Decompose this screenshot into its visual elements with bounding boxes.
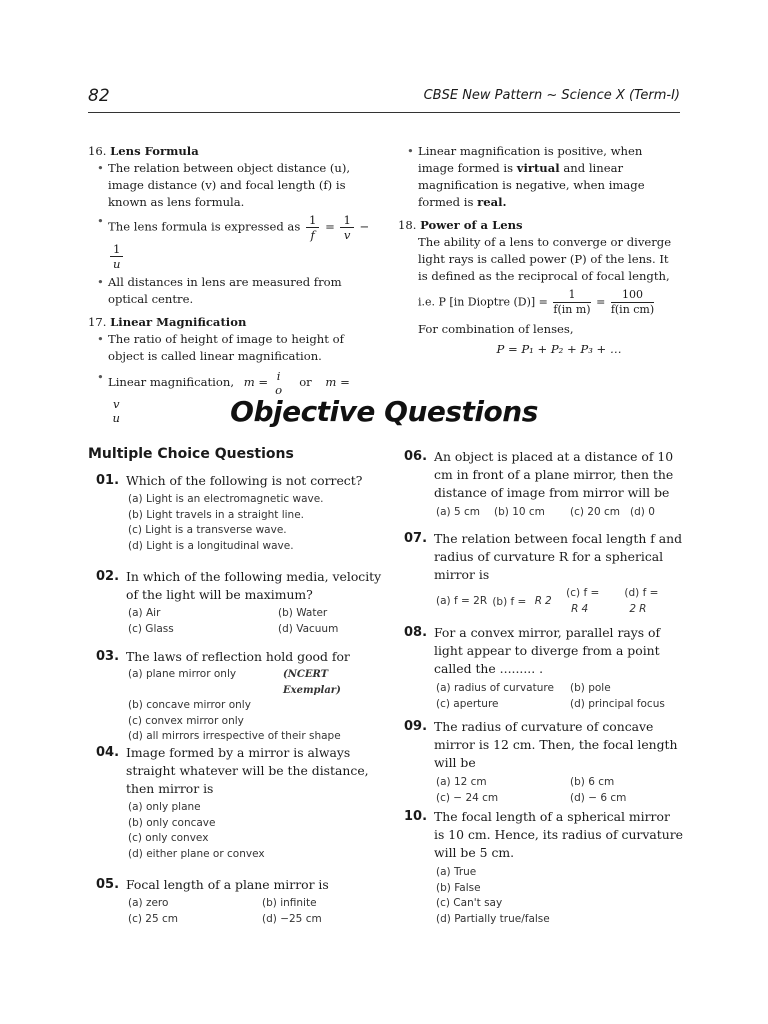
question-text: Focal length of a plane mirror is bbox=[126, 877, 329, 892]
option-b[interactable]: (b) 10 cm bbox=[494, 506, 545, 518]
minus-sign: − bbox=[359, 219, 370, 234]
question-03 bbox=[96, 648, 386, 745]
bullet-text: and linear magnification is negative, when image formed is bbox=[418, 161, 645, 209]
question-number: 07. bbox=[404, 531, 428, 546]
denominator: 2 bbox=[545, 594, 552, 607]
options-list bbox=[436, 586, 684, 618]
question-02 bbox=[96, 568, 386, 637]
equation-lhs: m = bbox=[325, 375, 350, 389]
option-a[interactable]: (a) only plane bbox=[128, 801, 201, 813]
question-number: 08. bbox=[404, 625, 428, 640]
numerator: 1 bbox=[340, 213, 353, 228]
option-label: (b) f = bbox=[492, 595, 527, 608]
option-b[interactable] bbox=[492, 594, 566, 610]
fraction bbox=[110, 242, 123, 271]
question-10 bbox=[404, 808, 684, 927]
options-list bbox=[128, 606, 386, 637]
question-text: An object is placed at a distance of 10 cm in front of a plane mirror, then the distance of image from mirror will be bbox=[434, 449, 674, 500]
option-c[interactable]: (c) Glass bbox=[128, 622, 174, 635]
option-d[interactable]: (d) Vacuum bbox=[278, 622, 339, 635]
option-b[interactable]: (b) Light travels in a straight line. bbox=[128, 508, 305, 521]
section-title: Lens Formula bbox=[110, 144, 199, 158]
lens-formula-bullet-3: • All distances in lens are measured from optical centre. bbox=[88, 274, 370, 308]
option-d[interactable]: (d) Partially true/false bbox=[436, 912, 550, 925]
fraction bbox=[274, 369, 284, 397]
fraction bbox=[553, 288, 590, 317]
option-d[interactable]: (d) 0 bbox=[630, 506, 655, 518]
equation-lhs: m = bbox=[243, 375, 269, 389]
question-01 bbox=[96, 472, 386, 554]
option-d[interactable] bbox=[624, 586, 684, 618]
section-17-heading bbox=[88, 314, 370, 331]
option-a[interactable]: (a) True bbox=[436, 866, 477, 878]
theory-left-column bbox=[88, 143, 370, 425]
section-number: 18. bbox=[398, 218, 417, 232]
fraction bbox=[611, 288, 654, 317]
emphasis-real: real. bbox=[477, 195, 507, 209]
question-04 bbox=[96, 744, 386, 862]
section-title: Power of a Lens bbox=[420, 218, 523, 232]
option-d[interactable]: (d) either plane or convex bbox=[128, 847, 265, 860]
question-text: Image formed by a mirror is always straight whatever will be the distance, then mirror is bbox=[126, 745, 369, 796]
option-b[interactable]: (b) Water bbox=[278, 607, 328, 619]
fraction bbox=[340, 213, 353, 242]
options-list bbox=[436, 865, 684, 927]
running-header-title: CBSE New Pattern ~ Science X (Term-I) bbox=[423, 88, 680, 103]
option-c[interactable]: (c) only convex bbox=[128, 832, 209, 844]
bullet-text: Linear magnification is positive, when image formed is bbox=[418, 144, 643, 175]
numerator: 2 bbox=[629, 602, 637, 615]
denominator: R bbox=[639, 602, 647, 615]
numerator: R bbox=[534, 594, 542, 607]
or-text: or bbox=[299, 375, 312, 389]
option-d[interactable]: (d) Light is a longitudinal wave. bbox=[128, 539, 294, 552]
fraction bbox=[626, 602, 646, 618]
option-c[interactable]: (c) 20 cm bbox=[570, 506, 621, 518]
option-a[interactable]: (a) 5 cm bbox=[436, 506, 480, 518]
option-a[interactable]: (a) Light is an electromagnetic wave. bbox=[128, 493, 324, 505]
question-text: The laws of reflection hold good for bbox=[126, 649, 350, 664]
option-d[interactable]: (d) −25 cm bbox=[262, 912, 322, 925]
section-18-heading bbox=[398, 217, 680, 234]
option-label: (d) f = bbox=[624, 587, 659, 599]
denominator: f(in cm) bbox=[610, 303, 655, 316]
mcq-heading: Multiple Choice Questions bbox=[88, 446, 294, 462]
header-rule bbox=[88, 112, 680, 113]
option-a[interactable]: (a) radius of curvature bbox=[436, 682, 554, 694]
section-number: 16. bbox=[88, 144, 107, 158]
denominator: 4 bbox=[581, 602, 589, 615]
lens-formula-bullet-2 bbox=[88, 213, 370, 271]
section-16-heading bbox=[88, 143, 370, 160]
section-number: 17. bbox=[88, 315, 107, 329]
option-a[interactable]: (a) f = 2R bbox=[436, 595, 488, 608]
bullet-text: Linear magnification, bbox=[108, 375, 235, 389]
combination-text: For combination of lenses, bbox=[418, 322, 574, 336]
numerator: R bbox=[571, 602, 579, 615]
options-list bbox=[128, 667, 386, 745]
option-a[interactable]: (a) Air bbox=[128, 607, 161, 619]
question-number: 09. bbox=[404, 719, 428, 734]
question-07 bbox=[404, 530, 684, 618]
numerator: 1 bbox=[306, 213, 319, 228]
section-title: Linear Magnification bbox=[110, 315, 247, 329]
option-c[interactable]: (c) aperture bbox=[436, 697, 499, 710]
option-c[interactable] bbox=[566, 586, 624, 618]
question-text: In which of the following media, velocity of the light will be maximum? bbox=[126, 569, 382, 602]
question-number: 02. bbox=[96, 569, 120, 584]
equals-sign: = bbox=[325, 219, 335, 234]
numerator: i bbox=[276, 369, 281, 383]
question-06 bbox=[404, 448, 684, 521]
option-c[interactable]: (c) Can't say bbox=[436, 897, 503, 909]
numerator: 1 bbox=[110, 242, 123, 257]
question-text: The relation between focal length f and radius of curvature R for a spherical mirror is bbox=[434, 531, 683, 582]
combination-equation: P = P₁ + P₂ + P₃ + … bbox=[496, 342, 622, 356]
emphasis-virtual: virtual bbox=[516, 161, 560, 175]
ncert-exemplar-tag: (NCERT Exemplar) bbox=[283, 669, 341, 696]
options-list bbox=[128, 800, 386, 862]
power-equation bbox=[398, 288, 680, 317]
option-a[interactable]: (a) 12 cm bbox=[436, 776, 487, 788]
question-number: 04. bbox=[96, 745, 120, 760]
question-text: The focal length of a spherical mirror is 10 cm. Hence, its radius of curvature will be 5 cm. bbox=[434, 809, 683, 860]
fraction bbox=[532, 594, 552, 610]
magnification-bullet-1: • The ratio of height of image to height of object is called linear magnification. bbox=[88, 331, 370, 365]
options-list bbox=[436, 681, 684, 712]
denominator: u bbox=[112, 411, 121, 425]
options-list bbox=[128, 896, 386, 927]
magnification-sign-bullet bbox=[398, 143, 680, 211]
denominator: f bbox=[310, 228, 315, 242]
option-c[interactable]: (c) 25 cm bbox=[128, 912, 179, 925]
question-09 bbox=[404, 718, 684, 806]
denominator: f(in m) bbox=[553, 303, 591, 316]
objective-questions-title: Objective Questions bbox=[230, 395, 538, 428]
option-c[interactable]: (c) − 24 cm bbox=[436, 791, 499, 804]
option-b[interactable]: (b) False bbox=[436, 881, 481, 894]
numerator: 100 bbox=[611, 288, 654, 303]
option-d[interactable]: (d) all mirrors irrespective of their shape bbox=[128, 730, 341, 742]
option-b[interactable]: (b) only concave bbox=[128, 816, 216, 829]
question-number: 10. bbox=[404, 809, 428, 824]
denominator: v bbox=[343, 228, 351, 242]
denominator: u bbox=[112, 257, 121, 271]
bullet-text: The lens formula is expressed as bbox=[108, 219, 301, 234]
fraction bbox=[568, 602, 588, 618]
option-d[interactable]: (d) principal focus bbox=[570, 697, 665, 710]
fraction bbox=[306, 213, 319, 242]
option-c[interactable]: (c) Light is a transverse wave. bbox=[128, 524, 287, 536]
option-b[interactable]: (b) infinite bbox=[262, 897, 317, 909]
theory-right-column bbox=[398, 143, 680, 358]
option-d[interactable]: (d) − 6 cm bbox=[570, 791, 627, 804]
numerator: 1 bbox=[553, 288, 590, 303]
denominator: o bbox=[275, 383, 283, 397]
option-b[interactable]: (b) pole bbox=[570, 682, 611, 694]
question-08 bbox=[404, 624, 684, 712]
question-05 bbox=[96, 876, 386, 927]
option-label: (c) f = bbox=[566, 587, 600, 599]
question-text: Which of the following is not correct? bbox=[126, 473, 363, 488]
options-list bbox=[436, 505, 684, 521]
equals-sign: = bbox=[596, 295, 606, 309]
question-number: 05. bbox=[96, 877, 120, 892]
question-number: 01. bbox=[96, 473, 120, 488]
option-c[interactable]: (c) convex mirror only bbox=[128, 714, 244, 727]
options-list bbox=[436, 775, 684, 806]
question-number: 06. bbox=[404, 449, 428, 464]
option-a[interactable]: (a) zero bbox=[128, 897, 169, 909]
lens-formula-bullet-1: • The relation between object distance (u), image distance (v) and focal length (f) is known as lens formula. bbox=[88, 160, 370, 211]
power-definition: The ability of a lens to converge or diverge light rays is called power (P) of the lens. It is defined as the reciprocal of focal length, bbox=[418, 235, 672, 283]
option-b[interactable]: (b) 6 cm bbox=[570, 776, 615, 788]
page-number: 82 bbox=[88, 86, 110, 106]
options-list bbox=[128, 492, 386, 554]
option-b[interactable]: (b) concave mirror only bbox=[128, 699, 251, 711]
question-text: For a convex mirror, parallel rays of light appear to diverge from a point called the ......... . bbox=[434, 625, 661, 676]
question-number: 03. bbox=[96, 649, 120, 664]
equation-lhs: i.e. P [in Dioptre (D)] = bbox=[418, 295, 548, 309]
question-text: The radius of curvature of concave mirror is 12 cm. Then, the focal length will be bbox=[434, 719, 678, 770]
numerator: v bbox=[113, 397, 120, 411]
option-a[interactable]: (a) plane mirror only bbox=[128, 668, 237, 680]
